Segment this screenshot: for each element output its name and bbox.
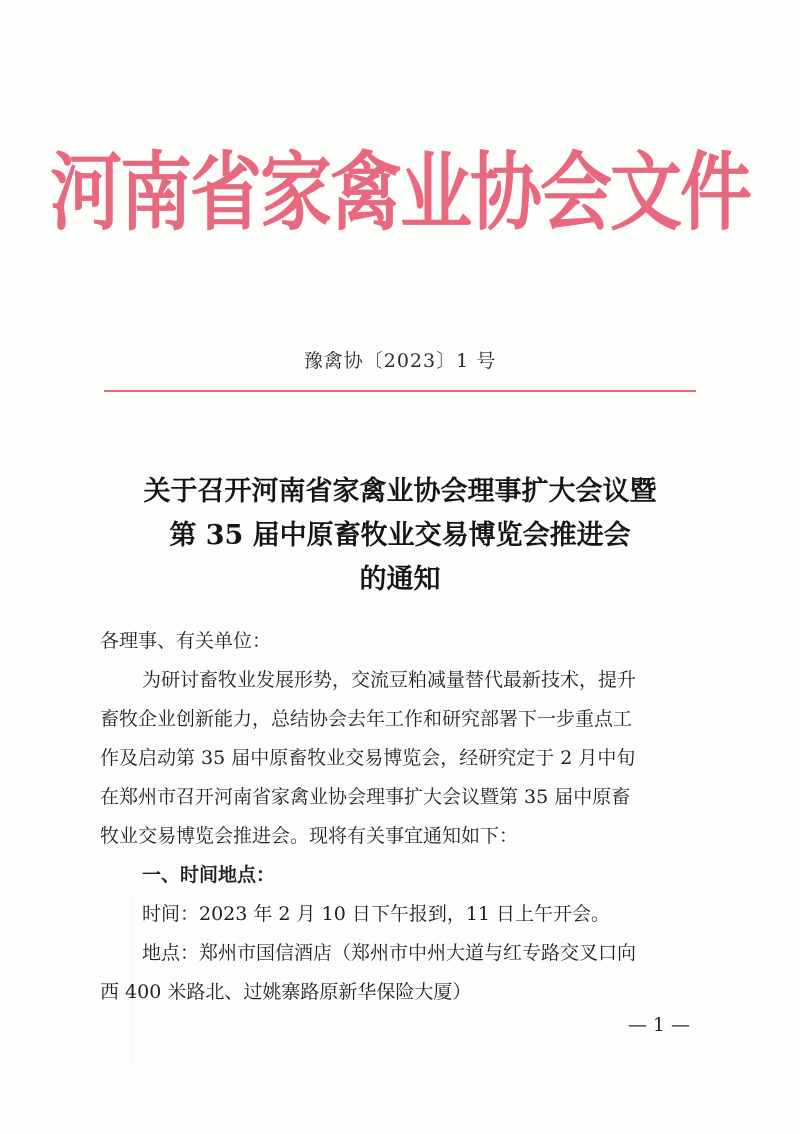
notice-title [60,470,740,602]
title-line: 第 35 届中原畜牧业交易博览会推进会 [169,520,631,551]
time-line: 时间：2023 年 2 月 10 日下午报到，11 日上午开会。 [142,903,611,925]
scan-shadow-line [132,900,133,1060]
section-heading: 一、时间地点： [142,864,276,886]
notice-body [100,622,700,1012]
title-line: 关于召开河南省家禽业协会理事扩大会议暨 [143,476,657,507]
salutation: 各理事、有关单位： [100,630,272,652]
masthead-title: 河南省家禽业协会文件 [49,141,750,243]
red-divider-rule [104,390,696,392]
place-line: 西 400 米路北、过姚寨路原新华保险大厦） [100,981,472,1003]
title-line: 的通知 [359,564,441,595]
paragraph-line: 作及启动第 35 届中原畜牧业交易博览会，经研究定于 2 月中旬 [100,747,636,769]
paragraph-line: 为研讨畜牧业发展形势，交流豆粕减量替代最新技术，提升 [142,669,637,691]
paragraph-line: 畜牧企业创新能力，总结协会去年工作和研究部署下一步重点工 [100,708,633,730]
page-number: — 1 — [627,1014,690,1036]
document-number: 豫禽协〔2023〕1 号 [303,350,497,372]
paragraph-line: 在郑州市召开河南省家禽业协会理事扩大会议暨第 35 届中原畜 [100,786,631,808]
place-line: 地点：郑州市国信酒店（郑州市中州大道与红专路交叉口向 [142,942,637,964]
paragraph-line: 牧业交易博览会推进会。现将有关事宜通知如下： [100,825,519,847]
